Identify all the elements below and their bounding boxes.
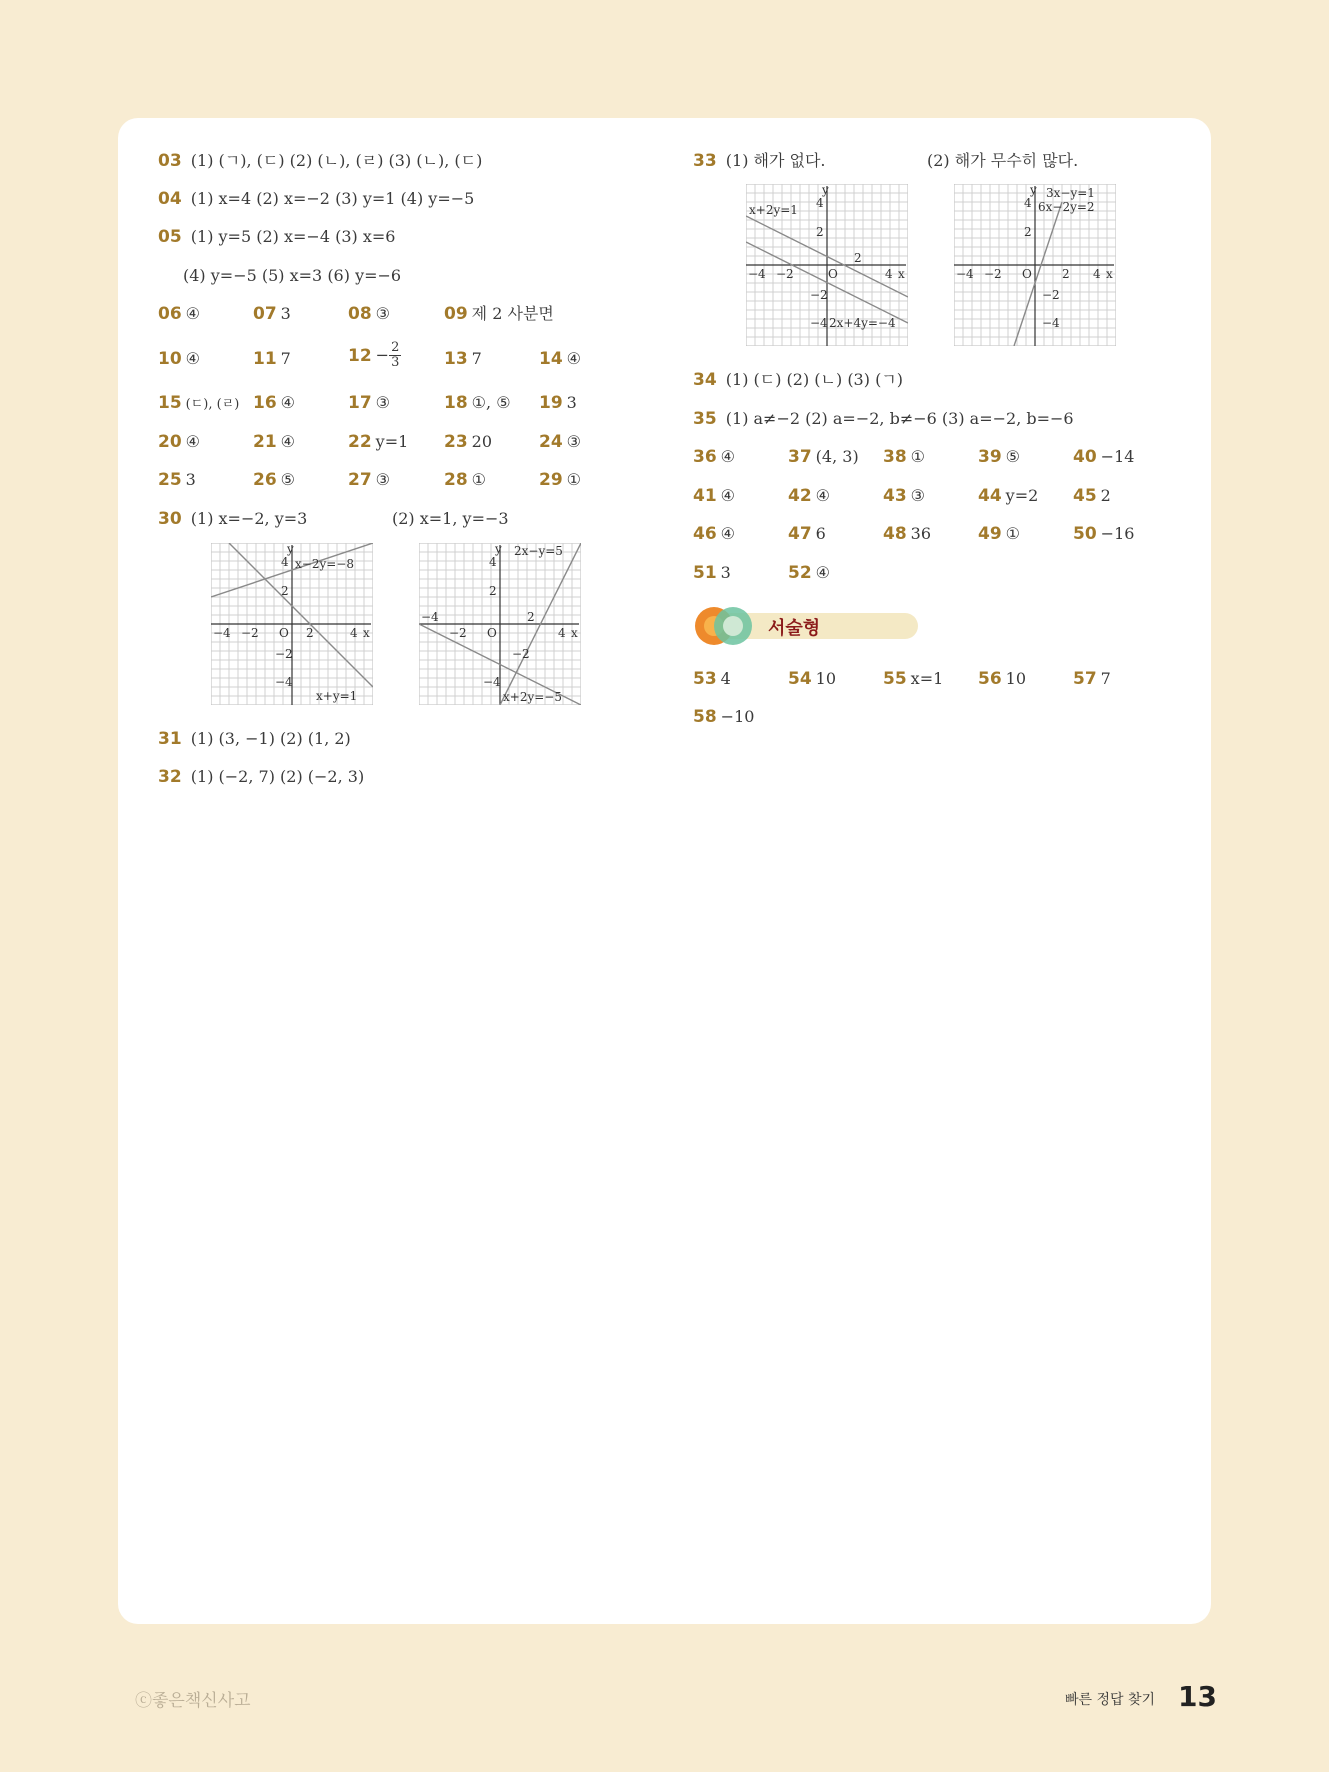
answer-15 — [158, 392, 239, 416]
answer-text: x=1 — [910, 669, 944, 688]
answer-number: 33 — [693, 151, 717, 171]
answer-text: 36 — [910, 524, 932, 543]
answer-58 — [693, 706, 754, 728]
answer-text: ③ — [910, 486, 926, 505]
answer-number: 42 — [788, 486, 812, 506]
answer-text: 3 — [280, 304, 291, 323]
fraction — [389, 341, 401, 370]
answer-number: 50 — [1073, 524, 1097, 544]
tick-label: 4 — [558, 626, 566, 640]
answer-text: 20 — [471, 432, 493, 451]
answer-text: (1) (ㄱ), (ㄷ) (2) (ㄴ), (ㄹ) (3) (ㄴ), (ㄷ) — [190, 151, 483, 170]
answer-number: 28 — [444, 470, 468, 490]
answer-number: 27 — [348, 470, 372, 490]
answer-number: 43 — [883, 486, 907, 506]
answer-number: 23 — [444, 432, 468, 452]
axis-y-label: y — [822, 184, 829, 197]
tick-label: 4 — [885, 267, 893, 281]
tick-label: −4 — [213, 626, 231, 640]
answer-29 — [539, 469, 581, 491]
answer-text: ③ — [566, 432, 582, 451]
tick-label: 4 — [281, 555, 289, 569]
answer-text: (1) (−2, 7) (2) (−2, 3) — [190, 767, 365, 786]
answer-number: 41 — [693, 486, 717, 506]
answer-50 — [1073, 523, 1134, 545]
answer-number: 54 — [788, 669, 812, 689]
answer-number: 16 — [253, 393, 277, 413]
answer-number: 51 — [693, 563, 717, 583]
answer-text: −14 — [1100, 447, 1135, 466]
answer-16 — [253, 392, 295, 414]
answer-49 — [978, 523, 1020, 545]
axis-x-label: x — [1106, 267, 1113, 281]
answer-text: ① — [1005, 524, 1021, 543]
answer-number: 36 — [693, 447, 717, 467]
tick-label: 2 — [1024, 225, 1032, 239]
answer-text: y=1 — [375, 432, 409, 451]
answer-20 — [158, 431, 200, 453]
answer-41 — [693, 485, 735, 507]
tick-label: 4 — [350, 626, 358, 640]
answer-text: ④ — [185, 432, 201, 451]
axis-y-label: y — [1030, 184, 1037, 197]
tick-label: −4 — [956, 267, 974, 281]
answer-40 — [1073, 446, 1134, 468]
axis-x-label: x — [898, 267, 905, 281]
answer-number: 13 — [444, 349, 468, 369]
answer-number: 30 — [158, 509, 182, 529]
line-label: x+y=1 — [316, 689, 358, 703]
tick-label: O — [828, 267, 838, 281]
answer-number: 34 — [693, 370, 717, 390]
answer-text: ①, ⑤ — [471, 393, 511, 412]
answer-55 — [883, 668, 943, 690]
tick-label: −4 — [483, 675, 501, 689]
answer-52 — [788, 562, 830, 584]
answer-09 — [444, 303, 554, 325]
answer-text: 6 — [815, 524, 826, 543]
answer-number: 37 — [788, 447, 812, 467]
answer-text: 10 — [815, 669, 837, 688]
answer-text: ④ — [815, 563, 831, 582]
graph-33-1 — [746, 184, 908, 346]
answer-33 — [693, 150, 826, 172]
answer-text: ① — [471, 470, 487, 489]
answer-08 — [348, 303, 390, 325]
answer-number: 24 — [539, 432, 563, 452]
answer-number: 53 — [693, 669, 717, 689]
answer-45 — [1073, 485, 1111, 507]
section-banner — [695, 606, 921, 646]
tick-label: 2 — [816, 225, 824, 239]
graph-30-2 — [419, 543, 581, 705]
answer-04 — [158, 188, 474, 210]
answer-24 — [539, 431, 581, 453]
answer-21 — [253, 431, 295, 453]
answer-number: 19 — [539, 393, 563, 413]
answer-number: 20 — [158, 432, 182, 452]
answer-37 — [788, 446, 859, 468]
answer-number: 52 — [788, 563, 812, 583]
line-label: 2x+4y=−4 — [829, 316, 896, 330]
answer-number: 39 — [978, 447, 1002, 467]
answer-56 — [978, 668, 1026, 690]
tick-label: −2 — [512, 647, 530, 661]
tick-label: −2 — [810, 288, 828, 302]
answer-text: ④ — [720, 524, 736, 543]
answer-54 — [788, 668, 836, 690]
fraction-denominator: 3 — [391, 355, 400, 370]
answer-17 — [348, 392, 390, 414]
answer-number: 10 — [158, 349, 182, 369]
line-label: 6x−2y=2 — [1038, 200, 1095, 214]
answer-32 — [158, 766, 364, 788]
axis-x-label: x — [363, 626, 370, 640]
tick-label: −2 — [275, 647, 293, 661]
answer-text: (ㄷ), (ㄹ) — [185, 397, 240, 412]
tick-label: −2 — [984, 267, 1002, 281]
answer-43 — [883, 485, 925, 507]
tick-label: 4 — [1024, 196, 1032, 210]
answer-06 — [158, 303, 200, 325]
answer-text: ④ — [815, 486, 831, 505]
tick-label: 4 — [1093, 267, 1101, 281]
answer-33-part2 — [927, 150, 1078, 172]
answer-text: ⑤ — [280, 470, 296, 489]
copyright: ⓒ좋은책신사고 — [135, 1691, 251, 1711]
answer-number: 32 — [158, 767, 182, 787]
answer-text: ④ — [280, 393, 296, 412]
answer-44 — [978, 485, 1038, 507]
answer-text: ③ — [375, 304, 391, 323]
answer-number: 31 — [158, 729, 182, 749]
answer-text: ④ — [185, 304, 201, 323]
answer-text: ④ — [566, 349, 582, 368]
answer-text: 3 — [720, 563, 731, 582]
answer-35 — [693, 408, 1074, 430]
tick-label: 2 — [306, 626, 314, 640]
answer-text: − — [375, 345, 390, 365]
answer-text: −10 — [720, 707, 755, 726]
answer-25 — [158, 469, 196, 491]
section-title: 서술형 — [768, 618, 821, 639]
answer-number: 12 — [348, 345, 372, 366]
answer-31 — [158, 728, 351, 750]
tick-label: −4 — [421, 610, 439, 624]
tick-label: −4 — [1042, 316, 1060, 330]
answer-text: 3 — [566, 393, 577, 412]
answer-30-part2 — [392, 508, 509, 530]
fraction-numerator: 2 — [391, 340, 400, 355]
answer-number: 15 — [158, 393, 182, 413]
answer-text: 7 — [471, 349, 482, 368]
answer-number: 57 — [1073, 669, 1097, 689]
page-number: 13 — [1178, 1680, 1217, 1713]
answer-text: ④ — [280, 432, 296, 451]
answer-03 — [158, 150, 482, 172]
answer-number: 08 — [348, 304, 372, 324]
answer-text: (4) y=−5 (5) x=3 (6) y=−6 — [183, 266, 402, 285]
answer-36 — [693, 446, 735, 468]
answer-number: 04 — [158, 189, 182, 209]
line-label: x+2y=1 — [749, 203, 798, 217]
answer-number: 14 — [539, 349, 563, 369]
answer-number: 26 — [253, 470, 277, 490]
answer-number: 55 — [883, 669, 907, 689]
answer-28 — [444, 469, 486, 491]
answer-number: 11 — [253, 349, 277, 369]
answer-text: 4 — [720, 669, 731, 688]
tick-label: −4 — [275, 675, 293, 689]
answer-18 — [444, 392, 511, 414]
tick-label: 4 — [816, 196, 824, 210]
line-label: 3x−y=1 — [1046, 186, 1095, 200]
answer-number: 06 — [158, 304, 182, 324]
answer-number: 58 — [693, 707, 717, 727]
answer-text: 7 — [1100, 669, 1111, 688]
answer-39 — [978, 446, 1020, 468]
answer-number: 46 — [693, 524, 717, 544]
answer-text: (2) x=1, y=−3 — [392, 509, 509, 528]
tick-label: O — [487, 626, 497, 640]
answer-number: 56 — [978, 669, 1002, 689]
answer-number: 25 — [158, 470, 182, 490]
answer-text: ① — [910, 447, 926, 466]
answer-text: −16 — [1100, 524, 1135, 543]
answer-23 — [444, 431, 492, 453]
line-label: x−2y=−8 — [295, 557, 354, 571]
answer-53 — [693, 668, 731, 690]
answer-number: 38 — [883, 447, 907, 467]
answer-47 — [788, 523, 826, 545]
answer-number: 49 — [978, 524, 1002, 544]
answer-05 — [158, 226, 395, 248]
answer-text: ⑤ — [1005, 447, 1021, 466]
answer-text: 7 — [280, 349, 291, 368]
answer-number: 17 — [348, 393, 372, 413]
answer-number: 09 — [444, 304, 468, 324]
answer-number: 48 — [883, 524, 907, 544]
answer-text: (1) a≠−2 (2) a=−2, b≠−6 (3) a=−2, b=−6 — [725, 409, 1074, 428]
answer-57 — [1073, 668, 1111, 690]
answer-34 — [693, 369, 903, 391]
answer-07 — [253, 303, 291, 325]
tick-label: −2 — [776, 267, 794, 281]
tick-label: −2 — [241, 626, 259, 640]
answer-38 — [883, 446, 925, 468]
answer-text: y=2 — [1005, 486, 1039, 505]
answer-27 — [348, 469, 390, 491]
tick-label: 2 — [854, 251, 862, 265]
axis-y-label: y — [495, 543, 502, 556]
answer-number: 44 — [978, 486, 1002, 506]
answer-11 — [253, 348, 291, 370]
answer-text: (1) x=4 (2) x=−2 (3) y=1 (4) y=−5 — [190, 189, 475, 208]
answer-number: 05 — [158, 227, 182, 247]
tick-label: O — [1022, 267, 1032, 281]
answer-42 — [788, 485, 830, 507]
axis-y-label: y — [287, 543, 294, 556]
footer-title: 빠른 정답 찾기 — [1065, 1692, 1156, 1708]
answer-19 — [539, 392, 577, 414]
tick-label: 2 — [527, 610, 535, 624]
answer-number: 47 — [788, 524, 812, 544]
answer-number: 22 — [348, 432, 372, 452]
answer-number: 45 — [1073, 486, 1097, 506]
tick-label: 2 — [1062, 267, 1070, 281]
answer-text: 2 — [1100, 486, 1111, 505]
tick-label: 2 — [489, 584, 497, 598]
answer-text: (1) x=−2, y=3 — [190, 509, 308, 528]
answer-number: 29 — [539, 470, 563, 490]
answer-number: 07 — [253, 304, 277, 324]
line-label: x+2y=−5 — [503, 690, 562, 704]
answer-22 — [348, 431, 408, 453]
answer-05-continued — [183, 265, 401, 287]
answer-text: ③ — [375, 393, 391, 412]
answer-12 — [348, 341, 401, 370]
answer-text: ④ — [720, 486, 736, 505]
line-label: 2x−y=5 — [514, 544, 563, 558]
tick-label: −2 — [449, 626, 467, 640]
answer-number: 18 — [444, 393, 468, 413]
tick-label: O — [279, 626, 289, 640]
answer-46 — [693, 523, 735, 545]
axis-x-label: x — [571, 626, 578, 640]
tick-label: −2 — [1042, 288, 1060, 302]
graph-30-1 — [211, 543, 373, 705]
answer-26 — [253, 469, 295, 491]
answer-13 — [444, 348, 482, 370]
answer-number: 21 — [253, 432, 277, 452]
answer-text: ④ — [720, 447, 736, 466]
answer-text: 제 2 사분면 — [471, 304, 554, 323]
answer-text: (2) 해가 무수히 많다. — [927, 151, 1079, 170]
answer-30 — [158, 508, 307, 530]
tick-label: 4 — [489, 555, 497, 569]
tick-label: −4 — [810, 316, 828, 330]
answer-text: ④ — [185, 349, 201, 368]
graph-33-2 — [954, 184, 1116, 346]
answer-number: 35 — [693, 409, 717, 429]
tick-label: 2 — [281, 584, 289, 598]
answer-14 — [539, 348, 581, 370]
answer-text: (4, 3) — [815, 447, 859, 466]
answer-10 — [158, 348, 200, 370]
answer-51 — [693, 562, 731, 584]
answer-text: (1) (3, −1) (2) (1, 2) — [190, 729, 351, 748]
answer-text: (1) (ㄷ) (2) (ㄴ) (3) (ㄱ) — [725, 370, 904, 389]
answer-48 — [883, 523, 931, 545]
answer-text: ① — [566, 470, 582, 489]
answer-text: 10 — [1005, 669, 1027, 688]
answer-number: 03 — [158, 151, 182, 171]
answer-number: 40 — [1073, 447, 1097, 467]
answer-text: (1) 해가 없다. — [725, 151, 826, 170]
tick-label: −4 — [748, 267, 766, 281]
answer-text: 3 — [185, 470, 196, 489]
answer-text: ③ — [375, 470, 391, 489]
answer-text: (1) y=5 (2) x=−4 (3) x=6 — [190, 227, 396, 246]
